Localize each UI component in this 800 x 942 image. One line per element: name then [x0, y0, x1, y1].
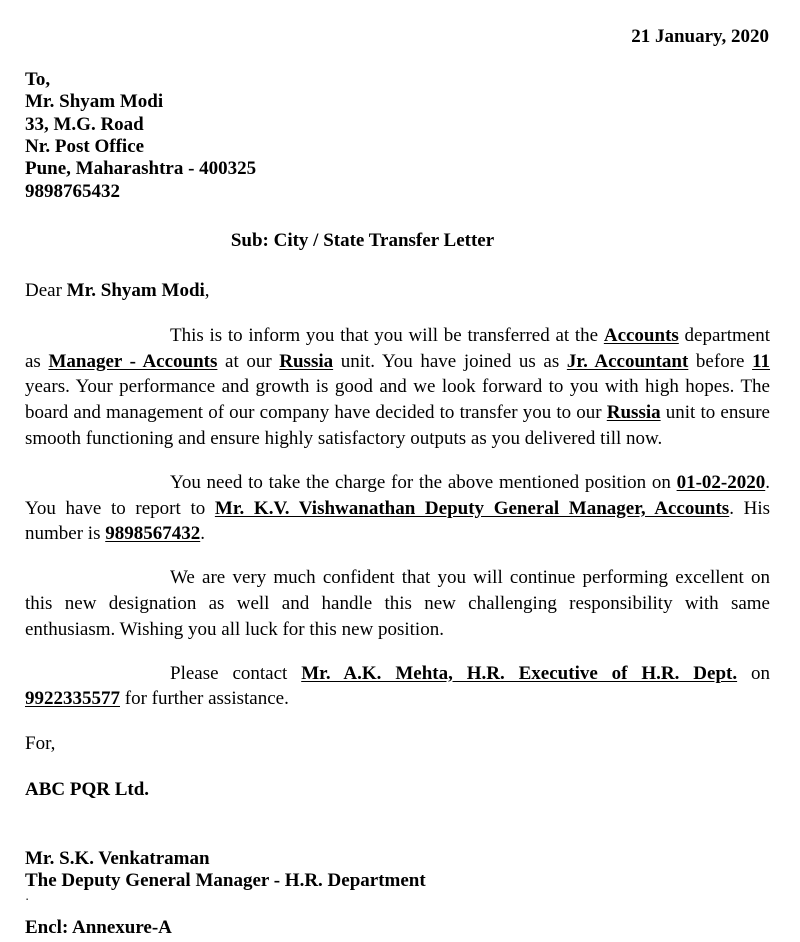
p4-text-1: Please contact [170, 662, 302, 684]
salutation-name: Mr. Shyam Modi [66, 279, 205, 301]
signatory-designation: The Deputy General Manager - H.R. Department [25, 870, 426, 892]
address-recipient-name: Mr. Shyam Modi [25, 91, 164, 113]
p1-emphasis-transfer-unit: Russia [606, 402, 661, 424]
p1-emphasis-new-designation: Manager - Accounts [48, 350, 218, 372]
p2-emphasis-joining-date: 01-02-2020 [676, 471, 766, 493]
closing-for-label: For, [25, 733, 56, 755]
p1-text-1: This is to inform you that you will be transferred at the [170, 324, 604, 346]
p2-emphasis-reporting-manager: Mr. K.V. Vishwanathan Deputy General Manager, Accounts [214, 497, 730, 519]
letter-date: 21 January, 2020 [631, 26, 769, 47]
p1-text-7: unit to ensure smooth functioning and ensure highly satisfactory outputs as you delivered till now. [25, 402, 770, 449]
p1-text-2: department as [25, 324, 770, 372]
p4-text-3: for further assistance. [120, 688, 289, 710]
p1-emphasis-years: 11 [752, 350, 771, 372]
company-name: ABC PQR Ltd. [25, 778, 150, 800]
p1-text-6: years. Your performance and growth is good and we look forward to you with high hopes. The board and management of our company have decided to transfer you to our [25, 376, 770, 424]
body-paragraph-2 [25, 470, 770, 547]
salutation-line [25, 279, 770, 303]
address-landmark: Nr. Post Office [25, 136, 145, 158]
body-paragraph-1 [25, 323, 770, 452]
salutation-greeting: Dear [25, 279, 67, 301]
p2-text-2: . You have to report to [25, 471, 770, 519]
p4-emphasis-hr-contact: Mr. A.K. Mehta, H.R. Executive of H.R. Dept. [301, 662, 738, 684]
p2-text-1: You need to take the charge for the above mentioned position on [170, 471, 677, 493]
closing-block [25, 732, 770, 802]
enclosure-line: Encl: Annexure-A [25, 917, 172, 939]
p1-emphasis-joined-designation: Jr. Accountant [566, 350, 689, 372]
address-city-state-pin: Pune, Maharashtra - 400325 [25, 158, 257, 180]
p1-text-4: unit. You have joined us as [333, 350, 567, 372]
subject-line: Sub: City / State Transfer Letter [230, 230, 495, 252]
p1-text-5: before [688, 350, 753, 372]
p2-text-3: . His number is [25, 497, 771, 545]
recipient-address-block [25, 69, 770, 203]
p1-emphasis-unit: Russia [279, 350, 334, 372]
p4-text-2: on [737, 662, 771, 684]
address-street: 33, M.G. Road [25, 113, 144, 135]
p2-emphasis-manager-phone: 9898567432 [105, 523, 201, 545]
stray-mark: . [26, 892, 29, 903]
signatory-block [25, 848, 770, 903]
body-paragraph-3 [25, 565, 770, 642]
p4-emphasis-hr-phone: 9922335577 [25, 688, 120, 710]
p1-text-3: at our [217, 350, 280, 372]
p3-text-1: We are very much confident that you will continue performing excellent on this new designation as well and handle this new challenging responsibility with same enthusiasm. Wishing you all luck for this new position. [25, 567, 770, 640]
address-phone: 9898765432 [25, 180, 120, 202]
p2-text-4: . [200, 523, 205, 545]
p1-emphasis-department: Accounts [603, 324, 679, 346]
salutation-comma: , [204, 279, 210, 301]
signatory-name: Mr. S.K. Venkatraman [25, 847, 210, 869]
address-to-label: To, [25, 68, 51, 90]
body-paragraph-4 [25, 661, 770, 713]
